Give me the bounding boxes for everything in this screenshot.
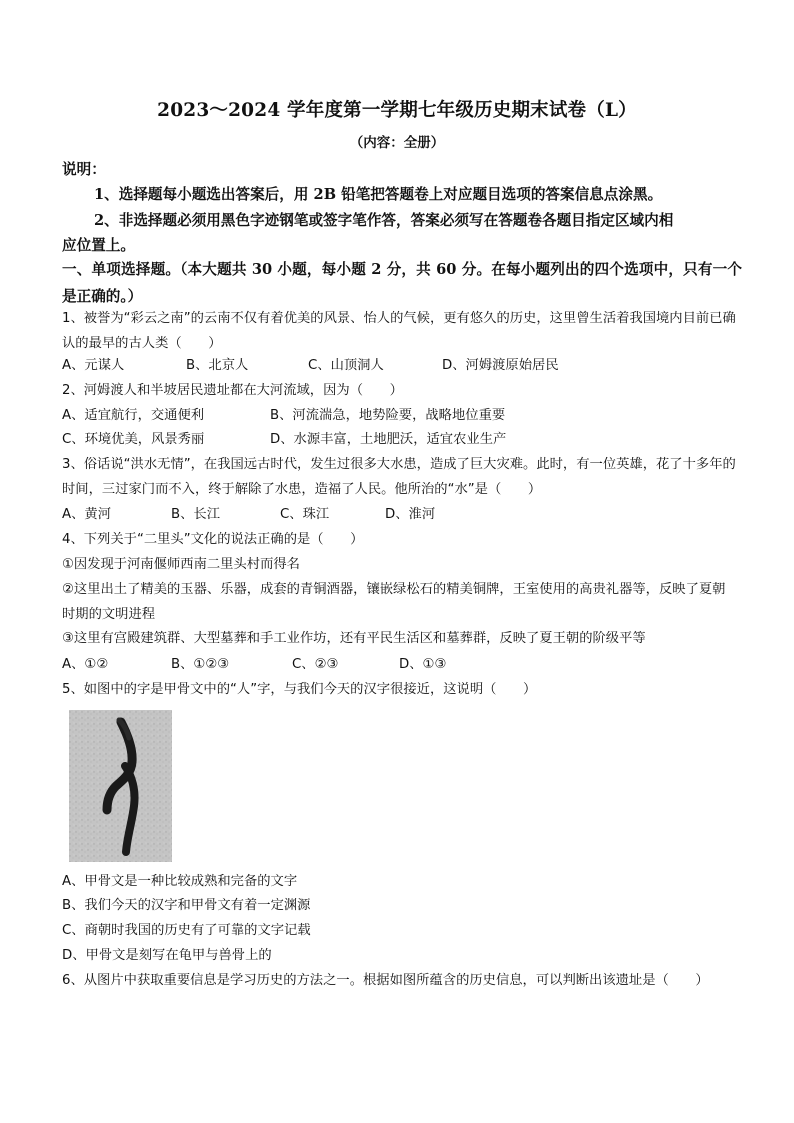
question-5-option-d: D、甲骨文是刻写在龟甲与兽骨上的 — [62, 948, 272, 963]
question-1-option-b: B、北京人 — [186, 358, 249, 373]
section-heading: 一、单项选择题。（本大题共 30 小题，每小题 2 分，共 60 分。在每小题列出的四个选项中，只有一个是正确的。） — [62, 261, 742, 305]
question-3-option-d: D、淮河 — [385, 507, 436, 522]
note-2-line1: 2、非选择题必须用黑色字迹钢笔或签字笔作答，答案必须写在答题卷各题目指定区域内相 — [94, 212, 674, 229]
question-4-statement-3: ③这里有宫殿建筑群、大型墓葬和手工业作坊，还有平民生活区和墓葬群，反映了夏王朝的阶级平等 — [62, 631, 646, 646]
question-2-stem: 2、河姆渡人和半坡居民遗址都在大河流域，因为（ ） — [62, 383, 403, 398]
question-2-options-row2 — [62, 428, 742, 452]
question-5-option-b: B、我们今天的汉字和甲骨文有着一定渊源 — [62, 898, 311, 913]
oracle-bone-character-image — [69, 710, 172, 862]
question-4-statement-1: ①因发现于河南偃师西南二里头村而得名 — [62, 557, 300, 572]
question-1-options — [62, 354, 742, 378]
question-4-option-b: B、①②③ — [171, 657, 230, 672]
question-2-option-b: B、河流湍急，地势险要，战略地位重要 — [270, 408, 506, 423]
question-5-option-c: C、商朝时我国的历史有了可靠的文字记载 — [62, 923, 311, 938]
question-5-stem: 5、如图中的字是甲骨文中的“人”字，与我们今天的汉字很接近，这说明（ ） — [62, 682, 537, 697]
exam-subtitle: （内容：全册） — [349, 135, 445, 151]
question-2-option-a: A、适宜航行，交通便利 — [62, 408, 205, 423]
note-2-line2: 应位置上。 — [62, 237, 135, 254]
question-2-option-c: C、环境优美，风景秀丽 — [62, 432, 205, 447]
question-3-option-a: A、黄河 — [62, 507, 111, 522]
question-4-option-d: D、①③ — [399, 657, 447, 672]
question-5-option-a: A、甲骨文是一种比较成熟和完备的文字 — [62, 874, 298, 889]
question-2-option-d: D、水源丰富，土地肥沃，适宜农业生产 — [270, 432, 507, 447]
question-4-options — [62, 653, 742, 677]
question-1-option-d: D、河姆渡原始居民 — [442, 358, 559, 373]
question-3-stem: 3、俗话说“洪水无情”，在我国远古时代，发生过很多大水患，造成了巨大灾难。此时，有一位英雄，花了十多年的时间，三过家门而不入，终于解除了水患，造福了人民。他所治的“水”是（ ） — [62, 457, 736, 497]
question-6-stem: 6、从图片中获取重要信息是学习历史的方法之一。根据如图所蕴含的历史信息，可以判断出该遗址是（ ） — [62, 973, 709, 988]
question-1-stem: 1、被誉为“彩云之南”的云南不仅有着优美的风景、怡人的气候，更有悠久的历史，这里曾生活着我国境内目前已确认的最早的古人类（ ） — [62, 311, 736, 351]
question-4-statement-2: ②这里出土了精美的玉器、乐器，成套的青铜酒器，镶嵌绿松石的精美铜牌，王室使用的高贵礼器等，反映了夏朝时期的文明进程 — [62, 582, 726, 622]
question-2-options-row1 — [62, 404, 742, 428]
question-4-option-a: A、①② — [62, 657, 109, 672]
question-1-option-c: C、山顶洞人 — [308, 358, 384, 373]
notes-label: 说明： — [62, 161, 106, 178]
question-4-option-c: C、②③ — [292, 657, 339, 672]
question-3-option-c: C、珠江 — [280, 507, 330, 522]
oracle-bone-ren-glyph — [69, 710, 172, 862]
exam-title: 2023～2024 学年度第一学期七年级历史期末试卷（L） — [157, 100, 637, 121]
question-4-stem: 4、下列关于“二里头”文化的说法正确的是（ ） — [62, 532, 364, 547]
question-1-option-a: A、元谋人 — [62, 358, 125, 373]
question-3-options — [62, 503, 742, 527]
note-1: 1、选择题每小题选出答案后，用 2B 铅笔把答题卷上对应题目选项的答案信息点涂黑。 — [94, 186, 663, 203]
question-3-option-b: B、长江 — [171, 507, 221, 522]
